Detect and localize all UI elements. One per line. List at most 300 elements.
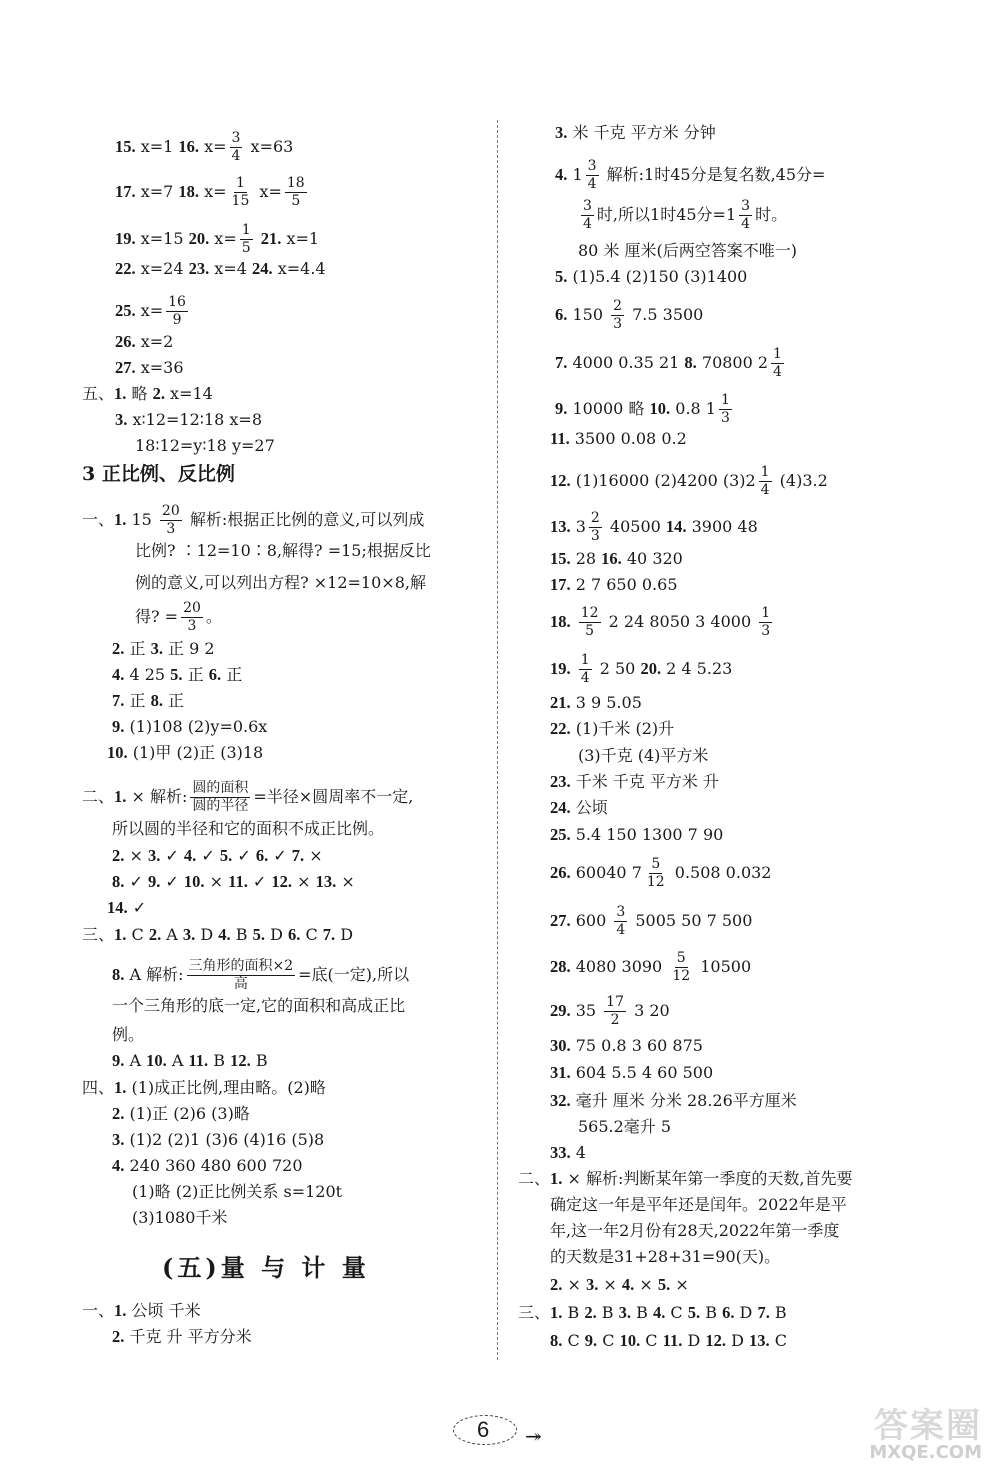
fraction — [230, 130, 243, 165]
question-number: 12. — [705, 1331, 726, 1350]
answer-text: C — [126, 925, 149, 944]
fraction-denominator: 4 — [231, 148, 241, 164]
fraction-denominator: 3 — [187, 618, 197, 634]
answer-text: 四、 — [82, 1078, 115, 1097]
answer-text: 正 — [221, 665, 243, 684]
fraction-denominator: 4 — [580, 670, 590, 686]
answer-text: =底(一定),所以 — [298, 965, 410, 984]
answer-text: × — [336, 872, 355, 891]
answer-text: 3500 0.08 0.2 — [569, 429, 687, 448]
answer-text: C — [597, 1331, 620, 1350]
left-answer-line — [107, 742, 263, 764]
answer-text: 4 — [570, 1143, 586, 1162]
right-answer-line — [518, 1168, 852, 1190]
fraction-denominator: 4 — [587, 176, 597, 192]
question-number: 1. — [114, 384, 127, 403]
fraction-numerator: 3 — [741, 198, 751, 214]
question-number: 1. — [114, 510, 127, 529]
answer-text: 一、 — [82, 510, 115, 529]
answer-text: x=1 — [135, 137, 179, 156]
question-number: 27. — [115, 358, 136, 377]
answer-text: 例的意义,可以列出方程? ×12=10×8,解 — [135, 573, 426, 592]
answer-text: 2 24 8050 3 4000 — [603, 612, 757, 631]
question-number: 10. — [107, 743, 128, 762]
section-title-measurement: (五)量 与 计 量 — [162, 1253, 370, 1282]
answer-text: x=14 — [164, 384, 213, 403]
question-number: 31. — [550, 1063, 571, 1082]
fraction-numerator: 20 — [161, 503, 180, 519]
fraction-numerator: 16 — [168, 294, 186, 310]
answer-text: × 解析: — [126, 787, 188, 806]
fraction-numerator: 12 — [580, 605, 599, 621]
question-number: 9. — [147, 872, 161, 891]
fraction-numerator: 3 — [587, 158, 597, 174]
answer-text: x= — [199, 137, 227, 156]
fraction-numerator: 1 — [241, 222, 251, 238]
fraction-denominator: 3 — [720, 410, 730, 426]
left-answer-line — [112, 638, 215, 660]
answer-text: C — [640, 1331, 663, 1350]
fraction-numerator: 1 — [773, 346, 782, 362]
left-answer-line — [82, 780, 413, 815]
question-number: 1. — [550, 1169, 563, 1188]
answer-text: 例。 — [112, 1025, 145, 1044]
left-answer-line — [115, 175, 310, 210]
left-answer-line — [112, 1050, 268, 1072]
answer-text: 五、 — [82, 384, 115, 403]
answer-text: ✓ — [124, 872, 148, 891]
question-number: 5. — [170, 665, 183, 684]
fraction-numerator: 5 — [651, 856, 661, 872]
answer-text: C — [769, 1331, 787, 1350]
answer-text: 4080 3090 — [570, 957, 668, 976]
answer-text: × — [670, 1275, 689, 1294]
answer-text: 1 — [567, 165, 583, 184]
question-number: 11. — [550, 429, 570, 448]
right-answer-line — [550, 1090, 797, 1112]
answer-text: 比例? ∶12=10∶8,解得? =15;根据反比 — [135, 541, 431, 560]
question-number: 28. — [550, 957, 571, 976]
answer-text: (3)千克 (4)平方米 — [578, 746, 709, 765]
question-number: 4. — [621, 1275, 635, 1294]
answer-text: 解析:1时45分是复名数,45分= — [601, 165, 826, 184]
answer-text: C — [665, 1303, 688, 1322]
answer-text: x=15 — [135, 229, 189, 248]
answer-text: × — [204, 872, 229, 891]
left-answer-line — [82, 503, 424, 538]
fraction — [230, 175, 252, 210]
question-number: 10. — [649, 399, 671, 418]
question-number: 33. — [550, 1143, 571, 1162]
question-number: 2. — [152, 384, 165, 403]
right-answer-line — [550, 771, 719, 793]
left-answer-line — [112, 871, 355, 893]
question-number: 8. — [684, 353, 697, 372]
right-answer-line — [550, 950, 751, 985]
left-answer-line — [112, 1155, 303, 1177]
question-number: 12. — [271, 872, 293, 891]
answer-text: 正 — [182, 665, 209, 684]
answer-text: 三、 — [82, 925, 115, 944]
answer-text: x= — [135, 301, 164, 320]
fraction-denominator: 5 — [291, 193, 301, 209]
fraction-denominator: 高 — [233, 976, 248, 992]
right-answer-line — [550, 824, 723, 846]
answer-text: 。 — [205, 607, 222, 626]
left-answer-line — [112, 1326, 252, 1348]
answer-text: 正 9 2 — [162, 639, 215, 658]
fraction — [160, 503, 182, 538]
fraction — [614, 904, 627, 939]
fraction — [604, 994, 626, 1029]
fraction-numerator: 圆的面积 — [192, 780, 249, 796]
question-number: 23. — [550, 772, 571, 791]
right-answer-line — [578, 1116, 671, 1138]
question-number: 4. — [112, 1156, 125, 1175]
right-answer-line — [550, 1194, 847, 1216]
fraction — [240, 222, 253, 257]
question-number: 11. — [188, 1051, 209, 1070]
answer-text: ✓ — [247, 872, 272, 891]
answer-text: (3)1080千米 — [132, 1208, 228, 1227]
answer-text: A 解析: — [124, 965, 184, 984]
question-number: 25. — [550, 825, 571, 844]
question-number: 29. — [550, 1001, 571, 1020]
answer-text: x∶12=12∶18 x=8 — [127, 410, 262, 429]
right-answer-line — [550, 1330, 787, 1352]
left-answer-line — [82, 924, 353, 946]
fraction — [771, 346, 784, 381]
answer-text: × — [634, 1275, 658, 1294]
right-answer-line — [550, 605, 775, 640]
question-number: 9. — [555, 399, 568, 418]
question-number: 2. — [584, 1303, 597, 1322]
answer-text: B — [700, 1303, 723, 1322]
right-answer-line — [550, 510, 758, 545]
answer-text: 240 360 480 600 720 — [124, 1156, 303, 1175]
answer-text: (1)108 (2)y=0.6x — [124, 717, 268, 736]
question-number: 6. — [722, 1303, 735, 1322]
question-number: 1. — [114, 787, 127, 806]
right-answer-line — [578, 198, 787, 233]
right-answer-line — [550, 548, 683, 570]
question-number: 4. — [555, 165, 568, 184]
answer-text: 一、 — [82, 1301, 115, 1320]
watermark — [842, 1398, 992, 1470]
answer-text: C — [300, 925, 323, 944]
fraction — [759, 464, 772, 499]
question-number: 21. — [260, 229, 282, 248]
question-number: 3. — [112, 1130, 125, 1149]
answer-text: 7.5 3500 — [627, 305, 704, 324]
left-answer-line — [112, 995, 405, 1017]
question-number: 19. — [115, 229, 136, 248]
answer-text: 4 25 — [124, 665, 171, 684]
question-number: 22. — [550, 719, 571, 738]
right-answer-line — [550, 1274, 689, 1296]
fraction-denominator: 4 — [583, 216, 592, 232]
right-answer-line — [555, 158, 825, 193]
answer-text: 解析:根据正比例的意义,可以列成 — [184, 510, 425, 529]
answer-text: B — [596, 1303, 619, 1322]
answer-text: (1)正 (2)6 (3)略 — [124, 1104, 250, 1123]
question-number: 4. — [112, 665, 125, 684]
question-number: 14. — [665, 517, 687, 536]
left-answer-line — [112, 664, 242, 686]
question-number: 13. — [315, 872, 337, 891]
answer-text: 毫升 厘米 分米 28.26平方厘米 — [570, 1091, 797, 1110]
right-answer-line — [550, 1035, 703, 1057]
question-number: 7. — [112, 691, 125, 710]
left-answer-line — [135, 600, 222, 635]
answer-text: 略 — [126, 384, 153, 403]
fraction-denominator: 3 — [613, 316, 623, 332]
answer-text: 所以圆的半径和它的面积不成正比例。 — [112, 819, 385, 838]
question-number: 14. — [107, 898, 128, 917]
question-number: 13. — [550, 517, 571, 536]
answer-text: 0.8 1 — [670, 399, 716, 418]
fraction — [579, 652, 592, 687]
answer-text: ✓ — [160, 846, 184, 865]
column-divider — [497, 120, 499, 1360]
fraction-denominator: 4 — [760, 482, 770, 498]
answer-text: x=1 — [281, 229, 320, 248]
answer-text: 28 — [570, 549, 602, 568]
left-answer-line — [115, 331, 173, 353]
left-answer-line — [115, 294, 191, 329]
answer-text: 2 50 — [594, 659, 641, 678]
answer-text: × — [292, 872, 316, 891]
fraction — [759, 605, 772, 640]
fraction-denominator: 12 — [672, 968, 691, 984]
answer-text: B — [769, 1303, 787, 1322]
answer-text: D — [264, 925, 288, 944]
answer-text: 时。 — [755, 205, 788, 224]
fraction-numerator: 5 — [676, 950, 686, 966]
page-number-badge — [453, 1415, 523, 1447]
fraction — [181, 600, 203, 635]
right-answer-line — [550, 692, 642, 714]
question-number: 6. — [255, 846, 269, 865]
answer-text: 二、 — [518, 1169, 551, 1188]
answer-text: 10500 — [695, 957, 752, 976]
answer-text: × 解析:判断某年第一季度的天数,首先要 — [562, 1169, 853, 1188]
question-number: 3. — [147, 846, 161, 865]
question-number: 1. — [550, 1303, 563, 1322]
answer-text: 确定这一年是平年还是闰年。2022年是平 — [550, 1195, 847, 1214]
answer-text: 40 320 — [621, 549, 683, 568]
question-number: 12. — [550, 471, 571, 490]
question-number: 2. — [112, 1327, 125, 1346]
left-answer-line — [135, 435, 275, 457]
left-answer-line — [115, 258, 326, 280]
fraction-numerator: 2 — [613, 298, 623, 314]
right-answer-line — [555, 392, 735, 427]
arrow-icon: ↠ — [525, 1424, 542, 1448]
answer-text: x= — [209, 229, 237, 248]
right-answer-line — [550, 1142, 586, 1164]
fraction-denominator: 3 — [590, 528, 600, 544]
answer-text: 3 9 5.05 — [570, 693, 642, 712]
answer-text: D — [335, 925, 354, 944]
answer-text: (1)略 (2)正比例关系 s=120t — [132, 1182, 343, 1201]
question-number: 6. — [555, 305, 568, 324]
left-answer-line — [115, 409, 262, 431]
question-number: 2. — [112, 639, 125, 658]
answer-text: x=2 — [135, 332, 174, 351]
answer-text: B — [208, 1051, 231, 1070]
answer-text — [571, 659, 576, 678]
question-number: 26. — [550, 863, 571, 882]
question-number: 15. — [550, 549, 571, 568]
question-number: 24. — [550, 798, 571, 817]
answer-text: 的天数是31+28+31=90(天)。 — [550, 1247, 781, 1266]
watermark-url: MXQE.COM — [869, 1442, 982, 1463]
answer-text: B — [631, 1303, 653, 1322]
answer-text: 5.4 150 1300 7 90 — [570, 825, 724, 844]
question-number: 17. — [115, 182, 136, 201]
left-answer-line — [82, 463, 235, 486]
question-number: 1. — [114, 1301, 127, 1320]
question-number: 16. — [601, 549, 622, 568]
question-number: 23. — [188, 259, 210, 278]
answer-text: 70800 2 — [696, 353, 769, 372]
fraction-numerator: 1 — [761, 605, 771, 621]
answer-text: ✓ — [196, 846, 220, 865]
right-answer-line — [555, 298, 703, 333]
question-number: 9. — [584, 1331, 598, 1350]
answer-text: 米 千克 平方米 分钟 — [567, 123, 716, 142]
question-number: 2. — [550, 1275, 563, 1294]
answer-text: (1)5.4 (2)150 (3)1400 — [567, 267, 748, 286]
answer-text: =半径×圆周率不一定, — [253, 787, 414, 806]
right-answer-line — [550, 1220, 839, 1242]
fraction-numerator: 1 — [760, 464, 770, 480]
answer-text: x=36 — [135, 358, 184, 377]
question-number: 3. — [182, 925, 196, 944]
answer-text: 600 — [570, 911, 612, 930]
question-number: 3. — [585, 1275, 599, 1294]
right-answer-line — [555, 122, 716, 144]
question-number: 27. — [550, 911, 571, 930]
fraction-denominator: 圆的半径 — [192, 798, 249, 814]
answer-text: A — [161, 925, 183, 944]
answer-text: 三、 — [518, 1303, 551, 1322]
question-number: 6. — [287, 925, 301, 944]
answer-text: 18∶12=y∶18 y=27 — [135, 436, 275, 455]
fraction-denominator: 5 — [585, 623, 595, 639]
fraction — [190, 780, 250, 815]
fraction-denominator: 5 — [241, 240, 251, 256]
question-number: 10. — [183, 872, 205, 891]
fraction-denominator: 3 — [166, 521, 176, 537]
answer-text: 35 — [570, 1001, 602, 1020]
right-answer-line — [550, 1062, 713, 1084]
right-answer-line — [550, 652, 732, 687]
fraction — [645, 856, 667, 891]
answer-text: 一个三角形的底一定,它的面积和高成正比 — [112, 996, 406, 1015]
answer-text: A — [124, 1051, 147, 1070]
question-number: 8. — [150, 691, 163, 710]
right-answer-line — [550, 1246, 780, 1268]
left-answer-line — [112, 958, 409, 993]
answer-text: 公顷 — [570, 798, 608, 817]
question-number: 7. — [555, 353, 568, 372]
right-answer-line — [550, 904, 752, 939]
answer-text: 150 — [567, 305, 609, 324]
answer-text — [571, 612, 576, 631]
right-answer-line — [578, 745, 708, 767]
left-answer-line — [112, 690, 184, 712]
left-answer-line — [112, 1024, 144, 1046]
question-number: 13. — [748, 1331, 770, 1350]
fraction-numerator: 18 — [286, 175, 305, 191]
answer-text: 3 — [570, 517, 586, 536]
answer-text: 80 米 厘米(后两空答案不唯一) — [578, 241, 798, 260]
answer-text: 时,所以1时45分=1 — [596, 205, 737, 224]
answer-text: x=24 — [135, 259, 189, 278]
fraction — [586, 158, 599, 193]
left-answer-line — [115, 357, 184, 379]
fraction-denominator: 12 — [646, 874, 665, 890]
answer-text: × — [562, 1275, 586, 1294]
right-answer-line — [550, 994, 670, 1029]
answer-text: 4000 0.35 21 — [567, 353, 685, 372]
answer-text: (4)3.2 — [774, 471, 828, 490]
question-number: 1. — [114, 1078, 127, 1097]
answer-text: x= — [199, 182, 227, 201]
left-answer-line — [135, 540, 431, 562]
fraction — [611, 298, 624, 333]
answer-text: x= — [254, 182, 282, 201]
answer-text: D — [195, 925, 219, 944]
question-number: 8. — [112, 965, 125, 984]
left-answer-line — [115, 222, 319, 257]
fraction-numerator: 三角形的面积×2 — [188, 958, 294, 974]
answer-text: 正 — [162, 691, 185, 710]
left-answer-line — [82, 383, 213, 405]
answer-text: ✓ — [160, 872, 184, 891]
question-number: 32. — [550, 1091, 571, 1110]
answer-text: ✓ — [268, 846, 292, 865]
answer-text: A — [166, 1051, 189, 1070]
answer-text: × — [304, 846, 323, 865]
fraction-denominator: 15 — [231, 193, 250, 209]
answer-text: 565.2毫升 5 — [578, 1117, 672, 1136]
answer-text: (1)甲 (2)正 (3)18 — [127, 743, 264, 762]
left-answer-line — [115, 130, 293, 165]
question-number: 8. — [550, 1331, 563, 1350]
question-number: 5. — [252, 925, 265, 944]
answer-text: 正 — [124, 691, 151, 710]
right-answer-line — [550, 718, 674, 740]
question-number: 20. — [640, 659, 662, 678]
fraction-denominator: 3 — [761, 623, 771, 639]
question-number: 3. — [555, 123, 568, 142]
answer-text: D — [682, 1331, 706, 1350]
fraction — [589, 510, 602, 545]
fraction — [579, 605, 601, 640]
answer-text: 15 — [126, 510, 157, 529]
answer-text: 5005 50 7 500 — [630, 911, 753, 930]
left-answer-line — [82, 1300, 201, 1322]
right-answer-line — [578, 240, 797, 262]
answer-text: C — [562, 1331, 585, 1350]
fraction-denominator: 4 — [741, 216, 751, 232]
answer-text: (1)16000 (2)4200 (3)2 — [570, 471, 756, 490]
page-number: 6 — [477, 1417, 490, 1442]
question-number: 4. — [218, 925, 231, 944]
